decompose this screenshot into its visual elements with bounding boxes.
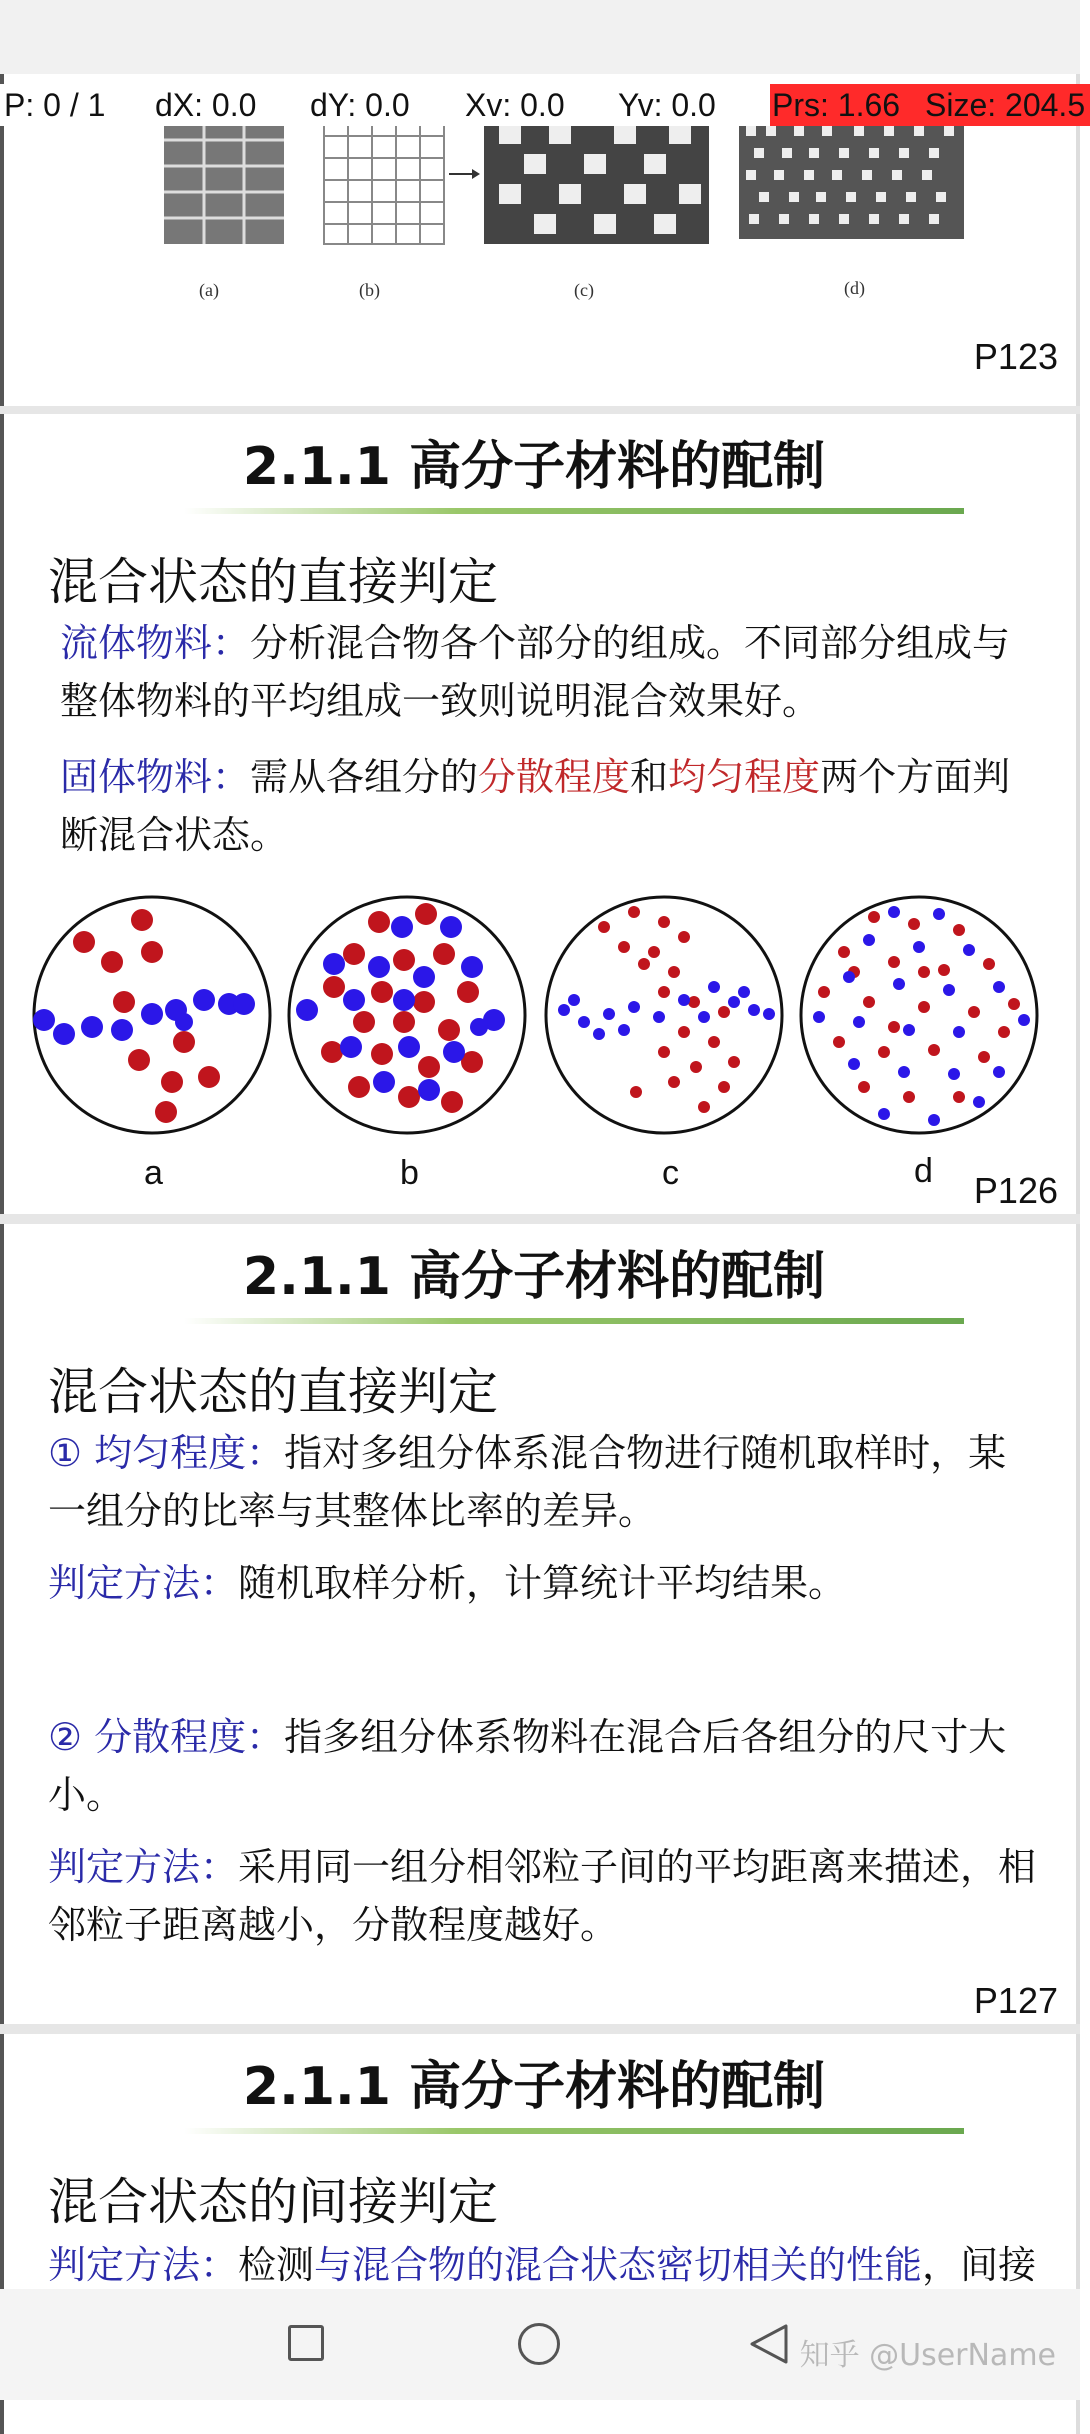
velocity-y: Yv: 0.0: [618, 87, 716, 123]
page-number: P126: [973, 1170, 1058, 1211]
page-number: P127: [973, 1980, 1058, 2021]
title-underline: [184, 1318, 964, 1324]
circle-label-c: c: [662, 1154, 679, 1192]
delta-x: dX: 0.0: [155, 87, 257, 123]
pressure: Prs: 1.66: [772, 87, 901, 123]
slide-title: 2.1.1 高分子材料的配制: [242, 437, 826, 497]
solid-paragraph: [60, 748, 1040, 864]
size: Size: 204.5: [925, 87, 1086, 123]
method-text-1: 检测: [238, 2243, 315, 2287]
circle-nav-icon[interactable]: [518, 2323, 560, 2365]
title-underline: [184, 2128, 964, 2134]
solid-text-2: 和: [630, 755, 669, 799]
slide-p126: [0, 414, 1080, 1214]
pointer-location-overlay: [0, 84, 1086, 126]
document-viewer[interactable]: [0, 84, 1080, 2289]
pointer-count: P: 0 / 1: [4, 87, 106, 123]
uniformity-highlight: 均匀程度: [668, 755, 821, 799]
section-subtitle: 混合状态的间接判定: [48, 2173, 498, 2231]
uniformity-paragraph: [48, 1424, 1038, 1540]
grid-a: [164, 114, 284, 244]
slide-title: 2.1.1 高分子材料的配制: [242, 1247, 826, 1307]
solid-text-1: 需从各组分的: [250, 755, 479, 799]
grid-b: [324, 114, 444, 244]
uniformity-text: 指对多组分体系混合物进行随机取样时，某一组分的比率与其整体比率的差异。: [48, 1431, 1007, 1533]
arrow-icon: [449, 169, 480, 179]
title-underline: [184, 508, 964, 514]
page-number: P123: [973, 336, 1058, 377]
method-label: 判定方法：: [48, 2243, 239, 2287]
uniformity-label: ① 均匀程度：: [48, 1431, 285, 1475]
circle-label-d: d: [914, 1152, 933, 1190]
solid-label: 固体物料：: [60, 755, 251, 799]
grid-c: [484, 114, 709, 244]
watermark: 知乎 @UserName: [799, 2338, 1056, 2373]
status-bar: [0, 0, 1080, 84]
mixing-grid-figure: [154, 114, 984, 344]
slide-p127: [0, 1224, 1080, 2024]
fig-label-d: (d): [844, 278, 865, 298]
square-nav-icon[interactable]: [288, 2325, 324, 2361]
circle-c: [546, 897, 782, 1133]
dispersion-text: 指多组分体系物料在混合后各组分的尺寸大小。: [48, 1715, 1007, 1817]
method2-paragraph: [48, 1838, 1038, 1954]
slide-title: 2.1.1 高分子材料的配制: [242, 2057, 826, 2117]
velocity-x: Xv: 0.0: [465, 87, 565, 123]
dispersion-label: ② 分散程度：: [48, 1715, 285, 1759]
method1-paragraph: [48, 1554, 1038, 1612]
grid-d: [739, 119, 964, 239]
solid-text-3: 两个方面判断混合状态。: [60, 755, 1011, 857]
dispersion-paragraph: [48, 1708, 1038, 1824]
fig-label-c: (c): [574, 280, 594, 300]
fluid-label: 流体物料：: [60, 621, 251, 665]
section-subtitle: 混合状态的直接判定: [48, 1363, 498, 1421]
method1-text: 随机取样分析，计算统计平均结果。: [238, 1561, 847, 1605]
method1-label: 判定方法：: [48, 1561, 239, 1605]
circle-label-a: a: [144, 1154, 163, 1192]
method2-text: 采用同一组分相邻粒子间的平均距离来描述，相邻粒子距离越小，分散程度越好。: [48, 1845, 1037, 1947]
method2-label: 判定方法：: [48, 1845, 239, 1889]
method-text-2: ，: [922, 2243, 961, 2287]
circle-a: [33, 897, 270, 1133]
fluid-text: 分析混合物各个部分的组成。不同部分组成与整体物料的平均组成一致则说明混合效果好。: [60, 621, 1011, 723]
circle-d: [801, 897, 1037, 1133]
fig-label-a: (a): [199, 280, 219, 300]
fig-label-b: (b): [359, 280, 380, 300]
dispersion-highlight: 分散程度: [478, 755, 631, 799]
delta-y: dY: 0.0: [310, 87, 410, 123]
circle-label-b: b: [400, 1154, 419, 1192]
property-highlight: 与混合物的混合状态密切相关的性能: [314, 2243, 923, 2287]
section-subtitle: 混合状态的直接判定: [48, 553, 498, 611]
circle-b: [289, 897, 525, 1133]
fluid-paragraph: [60, 614, 1040, 730]
method-text-3: 间接: [960, 2243, 1037, 2287]
particle-mixing-diagram: [24, 892, 1064, 1142]
triangle-back-icon[interactable]: [746, 2321, 792, 2367]
